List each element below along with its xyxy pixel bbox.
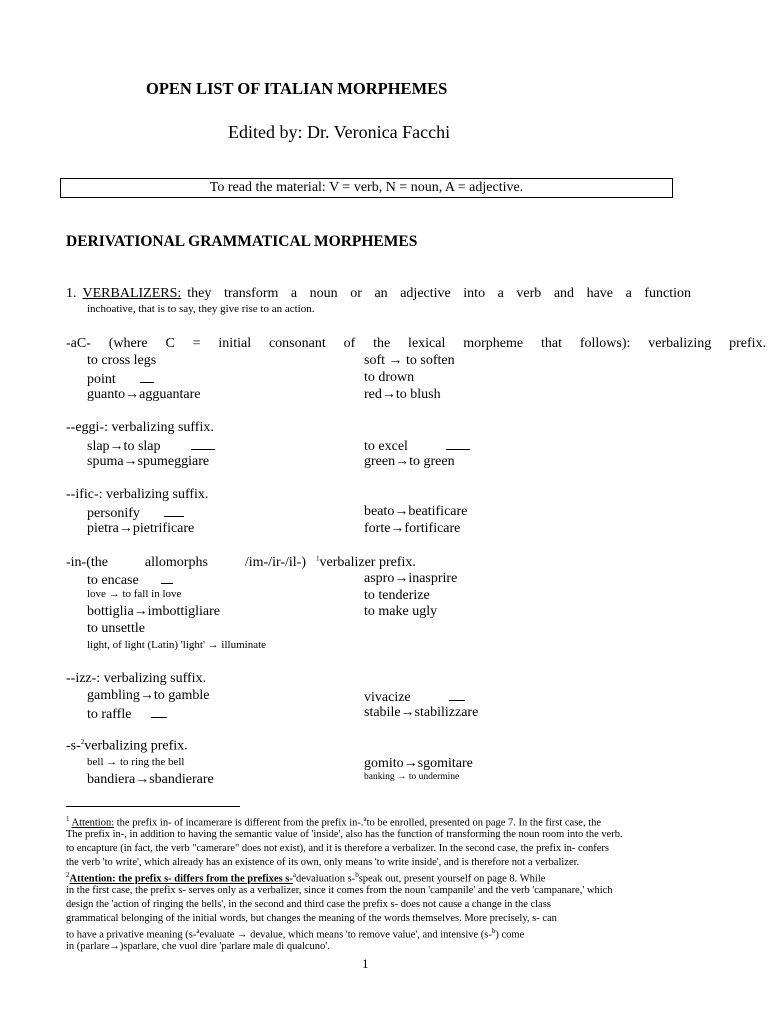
izz-right-2: stabile→stabilizzare	[364, 705, 479, 720]
s-heading-prefix: -s-	[66, 738, 81, 754]
footnote-2-sup-b: b	[355, 871, 359, 879]
in-heading-tail	[316, 555, 416, 570]
footnote-divider	[66, 806, 240, 807]
footnote-1-line-1	[66, 815, 601, 829]
footnote-2-lead: Attention: the prefix s- differs from the prefixes s-	[69, 873, 293, 885]
ific-left-1	[87, 504, 184, 522]
footnote-2-text-c: speak out, present yourself on page 8. While	[358, 873, 546, 885]
eggi-left-2: spuma→spumeggiare	[87, 454, 210, 469]
footnote-2-line-2: in the first case, the prefix s- serves only as a verbalizer, since it comes from the noun 'campanile' and the verb 'campanare,' which	[66, 885, 613, 896]
izz-right-1	[364, 688, 465, 706]
in-left-1-text: to encase	[87, 573, 139, 588]
intro-subline: inchoative, that is to say, they give rise to an action.	[87, 303, 315, 315]
ific-right-1: beato→beatificare	[364, 504, 468, 519]
s-left-1: bell → to ring the bell	[87, 756, 185, 768]
footnote-1-marker: 1	[66, 815, 70, 823]
in-right-2: to tenderize	[364, 588, 430, 603]
in-left-5: light, of light (Latin) 'light' → illuminate	[87, 639, 267, 651]
s-right-1: gomito→sgomitare	[364, 756, 473, 771]
footnote-1-lead: Attention:	[71, 817, 115, 829]
footnote-2-line-4: grammatical belonging of the initial words, but changes the meaning of the words themselves. More precisely, s- can	[66, 913, 557, 924]
izz-left-2-text: to raffle	[87, 707, 132, 722]
in-left-4: to unsettle	[87, 621, 145, 636]
in-right-3: to make ugly	[364, 604, 438, 619]
ac-left-2-text: point	[87, 372, 116, 387]
footnote-2-line-3: design the 'action of ringing the bells', in the second and third case the prefix s- does not cause a change in the class	[66, 899, 551, 910]
footnote-2-sup-5a: a	[196, 927, 200, 935]
legend-box: To read the material: V = verb, N = noun, A = adjective.	[60, 178, 673, 198]
section-heading: DERIVATIONAL GRAMMATICAL MORPHEMES	[66, 233, 418, 250]
ac-right-1: soft → to soften	[364, 353, 455, 368]
ac-heading: -aC- (where C = initial consonant of the lexical morpheme that follows): verbalizing prefix.	[66, 336, 766, 351]
eggi-left-1-text: slap→to slap	[87, 439, 161, 454]
footnote-2-line-5	[66, 927, 524, 941]
blank	[140, 370, 154, 383]
s-right-2: banking → to undermine	[364, 772, 460, 782]
in-left-3: bottiglia→imbottigliare	[87, 604, 220, 619]
footnote-2-sup-5b: b	[491, 927, 496, 935]
footnote-2-line-1	[66, 871, 545, 885]
footnote-1-line-4: the verb 'to write', which already has an existence of its own, only means 'to write inside', and is therefore not a verbalizer.	[66, 857, 580, 868]
eggi-right-1-text: to excel	[364, 439, 408, 454]
ac-left-2	[87, 370, 154, 388]
document-title: OPEN LIST OF ITALIAN MORPHEMES	[146, 79, 448, 98]
izz-left-1: gambling→to gamble	[87, 688, 210, 703]
in-heading-label: verbalizer prefix.	[319, 554, 416, 570]
izz-left-2	[87, 705, 167, 723]
intro-term: VERBALIZERS:	[82, 286, 182, 301]
page-number: 1	[362, 956, 369, 971]
in-right-1: aspro→inasprire	[364, 571, 458, 586]
intro-text: they transform a noun or an adjective into a verb and have a function	[187, 286, 691, 301]
footnote-2-line-6: in (parlare→)sparlare, che vuol dire 'parlare male di qualcuno'.	[66, 941, 330, 952]
in-heading	[66, 554, 416, 571]
in-left-2: love → to fall in love	[87, 588, 182, 600]
blank	[161, 571, 173, 584]
blank	[449, 688, 465, 701]
intro-number: 1.	[66, 286, 77, 301]
eggi-right-1	[364, 437, 470, 455]
ific-heading: --ific-: verbalizing suffix.	[66, 487, 209, 502]
footnote-ref-2: 2	[80, 738, 85, 746]
blank	[446, 437, 470, 450]
ific-left-1-text: personify	[87, 506, 140, 521]
footnote-2-text-b: devaluation s-	[295, 873, 356, 885]
ac-left-1: to cross legs	[87, 353, 157, 368]
s-left-2: bandiera→sbandierare	[87, 772, 214, 787]
in-heading-text: -in-(the allomorphs /im-/ir-/il-)	[66, 554, 306, 570]
footnote-ref-1: 1	[316, 554, 320, 562]
intro-line	[66, 286, 691, 302]
ac-right-3: red→to blush	[364, 387, 441, 402]
footnote-2-text-5a: to have a privative meaning (s-	[66, 929, 197, 941]
s-heading-label: verbalizing prefix.	[84, 738, 188, 754]
footnote-1-sup-a: a	[363, 815, 367, 823]
blank	[151, 705, 167, 718]
footnote-2-text-5c: ) come	[495, 929, 525, 941]
ific-right-2: forte→fortificare	[364, 521, 461, 536]
footnote-2-text-5b: evaluate → devalue, which means 'to remove value', and intensive (s-	[199, 929, 492, 941]
izz-right-1-text: vivacize	[364, 690, 411, 705]
ac-left-3: guanto→agguantare	[87, 387, 201, 402]
editor-line: Edited by: Dr. Veronica Facchi	[228, 122, 451, 142]
footnote-1-line-3: to encapture (in fact, the verb "camerare" does not exist), and it is therefore a verbalizer. In the second case, the prefix in- confers	[66, 843, 609, 854]
eggi-left-1	[87, 437, 215, 455]
blank	[191, 437, 215, 450]
footnote-1-line-2: The prefix in-, in addition to having the semantic value of 'inside', also has the function of transforming the noun room into the verb.	[66, 829, 623, 840]
izz-heading: --izz-: verbalizing suffix.	[66, 671, 207, 686]
s-heading	[66, 738, 188, 755]
blank	[164, 504, 184, 517]
eggi-right-2: green→to green	[364, 454, 455, 469]
footnote-2-marker: 2	[66, 871, 70, 879]
ific-left-2: pietra→pietrificare	[87, 521, 195, 536]
eggi-heading: --eggi-: verbalizing suffix.	[66, 420, 214, 435]
footnote-1-text-a: the prefix in- of incamerare is different from the prefix in-.	[116, 817, 364, 829]
footnote-1-text-b: to be enrolled, presented on page 7. In the first case, the	[366, 817, 602, 829]
ac-right-2: to drown	[364, 370, 415, 385]
footnote-2-sup-a: a	[292, 871, 296, 879]
in-left-1	[87, 571, 173, 589]
